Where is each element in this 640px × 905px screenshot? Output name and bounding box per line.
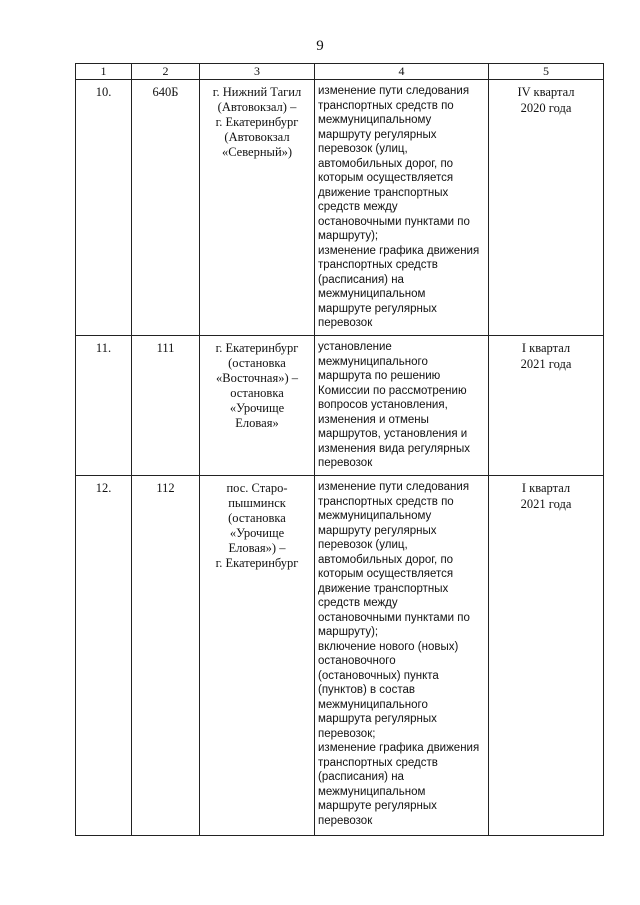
route-number-cell: 640Б [132,80,200,336]
row-number-cell: 10. [76,80,132,336]
route-number-cell: 112 [132,476,200,836]
action-line: межмуниципальному [318,510,432,522]
action-line: Комиссии по рассмотрению [318,384,467,397]
action-line: маршруту); [318,626,379,638]
action-line: средств между [318,597,398,609]
routes-table [75,63,604,836]
date-line: IV квартал [517,85,575,99]
route-name-line: «Северный») [221,145,293,159]
action-line: транспортных средств [318,259,438,271]
date-line: I квартал [521,341,571,355]
route-name-cell [200,80,315,336]
action-line: изменение пути следования [318,85,470,97]
action-line: маршруту регулярных [318,128,437,141]
action-line: автомобильных дорог, по [318,157,454,170]
action-line: (остановочных) пункта [318,669,439,682]
row-number-cell: 11. [76,336,132,476]
action-line: межмуниципальном [318,288,426,300]
date-cell [489,80,604,336]
page-number: 9 [316,38,324,54]
action-line: (расписания) на [318,771,404,783]
action-line: изменение пути следования [318,481,470,493]
action-line: вопросов установления, [318,399,448,411]
action-line: перевозок; [318,727,376,740]
action-line: остановочными пунктами по [318,215,470,228]
route-name-cell [200,476,315,836]
route-name-line: остановка [230,386,284,400]
route-name-cell [200,336,315,476]
action-line: межмуниципальном [318,785,426,798]
action-line: перевозок (улиц, [318,539,408,551]
action-line: которым осуществляется [318,172,454,184]
date-line: 2020 года [520,101,572,115]
action-cell [315,476,489,836]
column-number-row [76,64,604,80]
route-name-line: (остановка [228,511,286,525]
action-line: движение транспортных [318,186,449,199]
table-row [76,336,604,476]
route-name-line: г. Нижний Тагил [212,85,302,99]
action-line: межмуниципального [318,698,428,711]
action-line: изменение графика движения [318,742,480,754]
route-name-line: пос. Старо- [226,481,288,495]
action-line: перевозок [318,457,373,469]
action-line: маршруту регулярных [318,524,437,537]
route-name-line: (остановка [228,356,286,370]
action-line: перевозок [318,814,373,827]
action-line: транспортных средств по [318,495,454,508]
row-number-cell: 12. [76,476,132,836]
column-number: 2 [132,64,200,80]
table-row [76,476,604,836]
column-number: 4 [315,64,489,80]
date-cell [489,476,604,836]
route-name-line: «Урочище [229,526,285,540]
route-name-line: г. Екатеринбург [215,341,299,355]
date-line: 2021 года [520,357,572,371]
route-name-line: г. Екатеринбург [215,556,299,570]
route-name-line: г. Екатеринбург [215,115,299,129]
route-name-line: (Автовокзал) – [217,100,297,114]
action-line: маршруте регулярных [318,800,437,812]
action-line: маршрутов, установления и [318,428,468,440]
action-line: транспортных средств по [318,99,454,112]
column-number: 3 [200,64,315,80]
action-cell [315,336,489,476]
action-cell [315,80,489,336]
route-name-line: (Автовокзал [224,130,290,144]
action-line: перевозок [318,317,373,329]
date-line: 2021 года [520,497,572,511]
action-line: межмуниципальному [318,114,432,126]
action-line: маршруту); [318,230,379,242]
action-line: включение нового (новых) [318,640,459,653]
action-line: маршрута по решению [318,370,441,382]
action-line: остановочного [318,655,396,667]
route-name-line: пышминск [228,496,286,510]
action-line: средств между [318,201,398,213]
action-line: маршруте регулярных [318,302,437,315]
action-line: изменение графика движения [318,244,480,257]
route-name-line: Еловая») – [228,541,286,555]
action-line: автомобильных дорог, по [318,553,454,566]
date-cell [489,336,604,476]
action-line: транспортных средств [318,756,438,769]
action-line: (расписания) на [318,273,404,286]
action-line: движение транспортных [318,582,449,595]
action-line: изменения и отмены [318,413,429,426]
route-name-line: «Восточная») – [216,371,298,385]
route-name-line: «Урочище [229,401,285,415]
action-line: (пунктов) в состав [318,684,415,696]
action-line: изменения вида регулярных [318,442,470,455]
column-number: 5 [489,64,604,80]
action-line: которым осуществляется [318,568,454,580]
column-number: 1 [76,64,132,80]
route-name-line: Еловая» [235,416,279,430]
table-row [76,80,604,336]
action-line: перевозок (улиц, [318,143,408,155]
action-line: установление [318,341,392,353]
action-line: межмуниципального [318,355,428,368]
route-number-cell: 111 [132,336,200,476]
action-line: маршрута регулярных [318,713,437,725]
action-line: остановочными пунктами по [318,611,470,624]
date-line: I квартал [521,481,571,495]
